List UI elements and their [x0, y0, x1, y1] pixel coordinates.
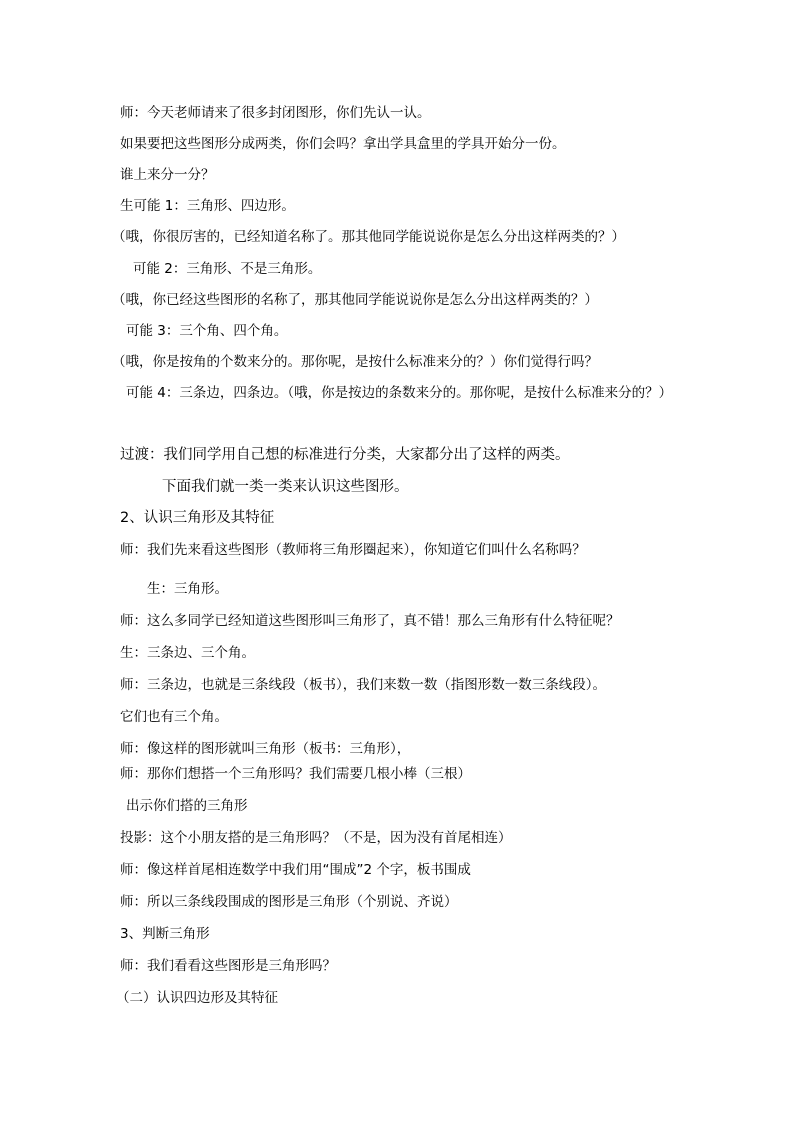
- text-line: 师：像这样的图形就叫三角形（板书：三角形），: [120, 741, 411, 757]
- section-heading: （二）认识四边形及其特征: [116, 990, 278, 1006]
- text-line: 它们也有三个角。: [120, 709, 228, 725]
- text-line: （哦，你是按角的个数来分的。那你呢，是按什么标准来分的？）你们觉得行吗？: [112, 354, 598, 370]
- text-line: 师：今天老师请来了很多封闭图形，你们先认一认。: [120, 105, 431, 121]
- text-line: 生：三条边、三个角。: [120, 645, 255, 661]
- text-line: 过渡：我们同学用自己想的标准进行分类，大家都分出了这样的两类。: [120, 447, 570, 463]
- text-line: 下面我们就一类一类来认识这些图形。: [162, 479, 409, 495]
- text-line: 师：三条边，也就是三条线段（板书），我们来数一数（指图形数一数三条线段）。: [120, 677, 606, 693]
- section-heading: 3、判断三角形: [120, 926, 210, 942]
- text-line: 师：我们先来看这些图形（教师将三角形圈起来），你知道它们叫什么名称吗？: [120, 542, 586, 558]
- text-line: 如果要把这些图形分成两类，你们会吗？拿出学具盒里的学具开始分一份。: [120, 136, 566, 152]
- text-line: 生：三角形。: [147, 581, 228, 597]
- text-line: 谁上来分一分？: [120, 167, 215, 183]
- text-line: 可能 3：三个角、四个角。: [126, 323, 288, 339]
- text-line: 师：像这样首尾相连数学中我们用“围成”2 个字，板书围成: [120, 862, 471, 878]
- text-line: 投影：这个小朋友搭的是三角形吗？（不是，因为没有首尾相连）: [120, 830, 512, 846]
- text-line: 师：我们看看这些图形是三角形吗？: [120, 958, 336, 974]
- text-line: 出示你们搭的三角形: [126, 798, 248, 814]
- text-line: 生可能 1：三角形、四边形。: [120, 198, 295, 214]
- text-line: （哦，你很厉害的，已经知道名称了。那其他同学能说说你是怎么分出这样两类的？）: [112, 229, 625, 245]
- text-line: 可能 2：三角形、不是三角形。: [133, 261, 322, 277]
- text-line: 可能 4：三条边，四条边。（哦，你是按边的条数来分的。那你呢，是按什么标准来分的？）: [126, 385, 673, 401]
- text-line: （哦，你已经这些图形的名称了，那其他同学能说说你是怎么分出这样两类的？）: [112, 292, 598, 308]
- text-line: 师：所以三条线段围成的图形是三角形（个别说、齐说）: [120, 894, 458, 910]
- text-line: 师：这么多同学已经知道这些图形叫三角形了，真不错！那么三角形有什么特征呢？: [120, 613, 620, 629]
- section-heading: 2、认识三角形及其特征: [120, 510, 275, 526]
- text-line: 师：那你们想搭一个三角形吗？我们需要几根小棒（三根）: [120, 766, 471, 782]
